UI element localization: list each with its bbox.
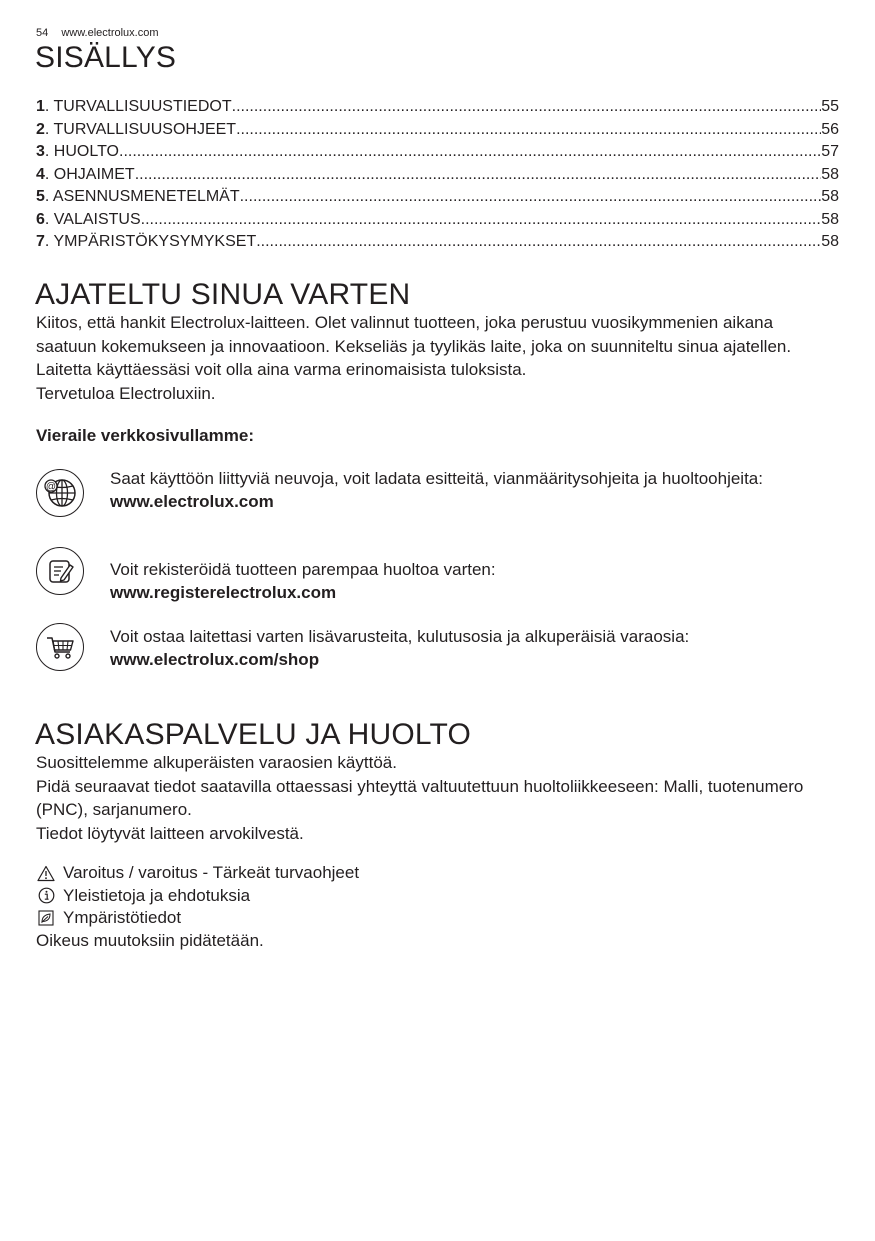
toc-item-page: 58	[821, 165, 839, 183]
info-icon	[36, 887, 56, 905]
register-note-icon	[36, 547, 84, 595]
toc-item[interactable]	[36, 209, 839, 232]
toc-item-number: 6	[36, 210, 45, 228]
toc-leader-dots	[236, 119, 821, 142]
link-text-block	[110, 467, 830, 513]
legend-text: Ympäristötiedot	[63, 908, 182, 927]
toc-item[interactable]	[36, 164, 839, 187]
support-link[interactable]: www.electrolux.com	[110, 492, 274, 511]
toc-item-page: 57	[821, 143, 839, 160]
toc-leader-dots	[141, 209, 822, 232]
toc-leader-dots	[135, 164, 822, 187]
toc-item-page: 58	[821, 210, 839, 228]
toc-title: SISÄLLYS	[35, 41, 177, 74]
toc-item[interactable]	[36, 186, 839, 209]
legend-item	[36, 862, 836, 885]
legend-item	[36, 885, 836, 908]
service-title: ASIAKASPALVELU JA HUOLTO	[35, 718, 472, 751]
toc-item-page: 56	[821, 120, 839, 138]
toc-item-number: 3	[36, 143, 45, 160]
toc-item-title: . ASENNUSMENETELMÄT	[44, 188, 240, 205]
legend-text: Varoitus / varoitus - Tärkeät turvaohjeet	[63, 863, 360, 882]
toc-item-title: . TURVALLISUUSOHJEET	[44, 120, 237, 138]
toc-item-page: 58	[821, 188, 839, 205]
link-description: Voit ostaa laitettasi varten lisävarusteita, kulutusosia ja alkuperäisiä varaosia:	[110, 627, 690, 646]
toc-item[interactable]	[36, 119, 839, 142]
toc-item-title: . VALAISTUS	[44, 210, 141, 228]
about-paragraph	[36, 311, 836, 405]
header-website[interactable]: www.electrolux.com	[61, 27, 159, 39]
service-paragraph	[36, 751, 836, 845]
legend-text: Yleistietoja ja ehdotuksia	[63, 885, 251, 905]
link-text-block	[110, 625, 830, 671]
link-text-block	[110, 558, 830, 604]
symbol-legend	[36, 862, 836, 952]
page-header	[36, 27, 159, 39]
visit-label: Vieraile verkkosivullamme:	[36, 426, 254, 445]
shopping-cart-icon	[36, 623, 84, 671]
toc-item-page: 58	[821, 233, 839, 250]
toc-item[interactable]	[36, 231, 839, 254]
toc-item-title: . TURVALLISUUSTIEDOT	[44, 98, 232, 115]
toc-item-number: 4	[36, 165, 45, 183]
toc-item[interactable]	[36, 96, 839, 119]
about-title: AJATELTU SINUA VARTEN	[35, 278, 411, 311]
link-description: Saat käyttöön liittyviä neuvoja, voit ladata esitteitä, vianmääritysohjeita ja huoltoohjeita:	[110, 469, 763, 488]
toc-leader-dots	[240, 186, 822, 209]
link-description: Voit rekisteröidä tuotteen parempaa huoltoa varten:	[110, 560, 496, 579]
toc-item-title: . HUOLTO	[44, 143, 119, 160]
footer-note: Oikeus muutoksiin pidätetään.	[36, 930, 264, 950]
shop-link[interactable]: www.electrolux.com/shop	[110, 650, 320, 669]
about-text: Kiitos, että hankit Electrolux-laitteen. Olet valinnut tuotteen, joka perustuu vuosikymmenien aikana saatuun kokemukseen ja innovaatioon. Kekseliäs ja tyylikäs laite, joka on suunniteltu sinua ajatellen. Laitetta käyttäessäsi voit olla aina varma erinomaisista tuloksista.	[36, 313, 792, 379]
warning-triangle-icon	[36, 864, 56, 882]
toc-item-number: 1	[36, 98, 45, 115]
toc-leader-dots	[119, 141, 821, 164]
globe-at-icon	[36, 469, 84, 517]
toc-leader-dots	[256, 231, 821, 254]
toc-item-title: . OHJAIMET	[44, 165, 135, 183]
toc-item-number: 7	[36, 233, 45, 250]
toc-leader-dots	[232, 96, 822, 119]
service-line: Suosittelemme alkuperäisten varaosien käyttöä.	[36, 753, 397, 772]
toc-item-number: 2	[36, 120, 45, 138]
page-number: 54	[36, 27, 49, 39]
footer-row	[36, 930, 836, 953]
svg-text:@: @	[45, 481, 57, 493]
toc-item-page: 55	[821, 98, 839, 115]
register-link[interactable]: www.registerelectrolux.com	[110, 583, 337, 602]
legend-item	[36, 907, 836, 930]
welcome-text: Tervetuloa Electroluxiin.	[36, 383, 216, 403]
table-of-contents	[36, 96, 839, 254]
toc-item-title: . YMPÄRISTÖKYSYMYKSET	[44, 233, 257, 250]
leaf-icon	[36, 909, 56, 927]
service-line: Pidä seuraavat tiedot saatavilla ottaessasi yhteyttä valtuutettuun huoltoliikkeeseen: Malli, tuotenumero (PNC), sarjanumero.	[36, 776, 804, 819]
toc-item-number: 5	[36, 188, 45, 205]
service-line: Tiedot löytyvät laitteen arvokilvestä.	[36, 823, 304, 843]
toc-item[interactable]	[36, 141, 839, 164]
